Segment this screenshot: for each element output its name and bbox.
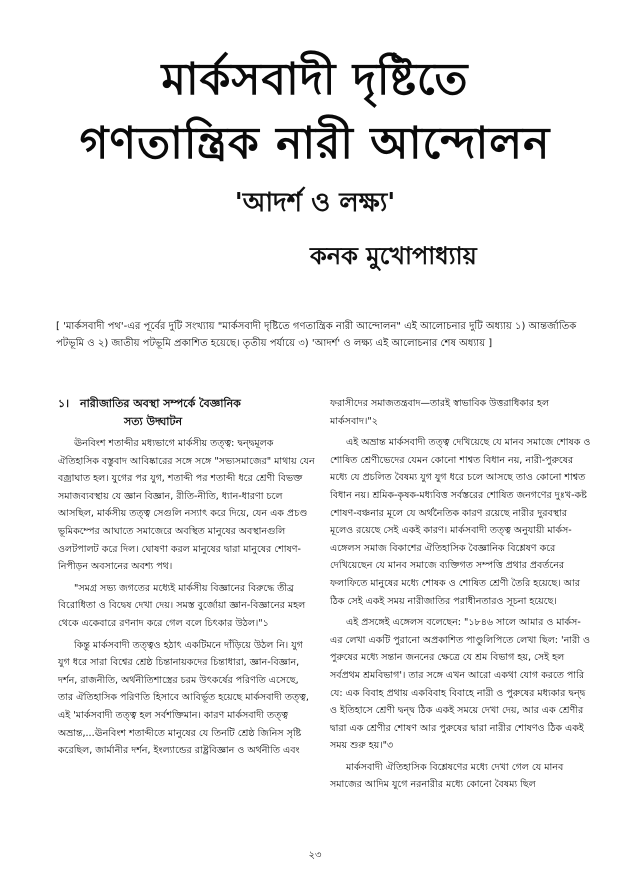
quote-paragraph: "সমগ্র সভ্য জগতের মধ্যেই মার্কসীয় বিজ্ঞানের বিরুদ্ধে তীব্র বিরোধিতা ও বিদ্বেষ দেখা দেয়। সমস্ত বুর্জোয়া জ্ঞান-বিজ্ঞানের মহল থেকে একেবারে রণনাদ করে গেল বলে চিৎকার উঠল।"১ — [58, 582, 306, 629]
left-column — [58, 395, 316, 764]
paragraph: এই অভ্রান্ত মার্কসবাদী তত্ত্ব দেখিয়েছে যে মানব সমাজে শোষক ও শোষিত শ্রেণীভেদের যেমন কোনো শাশ্বত বিধান নয়, নারী-পুরুষের মধ্যে যে প্রচলিত বৈষম্য যুগ যুগ ধরে চলে আসছে তাও কোনো শাশ্বত বিধান নয়। শ্রমিক-কৃষক-মধ্যবিত্ত সর্বস্তরের শোষিত জনগণের দুঃখ-কষ্ট শোষণ-বঞ্চনার মূলে যে অর্থনৈতিক কারণ রয়েছে নারীর দুরবস্থার মূলেও রয়েছে সেই একই কারণ। মার্কসবাদী তত্ত্ব অনুযায়ী মার্কস-এঙ্গেলস সমাজ বিকাশের ঐতিহাসিক বৈজ্ঞানিক বিশ্লেষণ করে দেখিয়েছেন যে মানব সমাজে ব্যক্তিগত সম্পত্তি প্রথার প্রবর্তনের ফলাফিতে মানুষের মধ্যে শোষক ও শোষিত শ্রেণী তৈরি হয়েছে। আর ঠিক সেই একই সময় নারীজাতির পরাধীনতারও সূচনা হয়েছে। — [330, 437, 591, 607]
article-subtitle: 'আদর্শ ও লক্ষ্য' — [234, 188, 396, 218]
section-number: ১। — [58, 397, 70, 410]
paragraph: মার্কসবাদী ঐতিহাসিক বিশ্লেষণের মধ্যে দেখা গেল যে মানব সমাজের আদিম যুগে নরনারীর মধ্যে কোনো বৈষম্য ছিল — [330, 761, 564, 791]
paragraph: ঊনবিংশ শতাব্দীর মধ্যভাগে মার্কসীয় তত্ত্ব: দ্বন্দ্বমূলক ঐতিহাসিক বস্তুবাদ আবিষ্কারের সঙ্গে সঙ্গে "সভ্যসমাজের" মাথায় যেন বজ্রাঘাত হল। যুগের পর যুগ, শতাব্দী পর শতাব্দী ধরে শ্রেণী বিভক্ত সমাজব্যবস্থায় যে জ্ঞান বিজ্ঞান, রীতি-নীতি, ধ্যান-ধারণা চলে আসছিল, মার্কসীয় তত্ত্ব সেগুলি নস্যাৎ করে দিয়ে, যেন এক প্রচণ্ড ভূমিকম্পের আঘাতে সমাজেরে অবস্থিত মানুষের অবস্থানগুলি ওলটপালট করে দিল। ঘোষণা করল মানুষের দ্বারা মানুষের শোষণ-নিপীড়ন অবসানের অবশ্য পথ। — [58, 438, 315, 573]
section-heading — [58, 395, 316, 431]
paragraph: কিন্তু মার্কসবাদী তত্ত্বও হঠাৎ একটিমনে দাঁড়িয়ে উঠল নি। যুগ যুগ ধরে সারা বিশ্বের শ্রেষ্ঠ চিন্তানায়কদের চিন্তাধারা, জ্ঞান-বিজ্ঞান, দর্শন, রাজনীতি, অর্থনীতিশাস্ত্রের চরম উৎকর্ষের পরিণতি এসেছে, তার ঐতিহাসিক পরিণতি হিসাবে আবির্ভূত হয়েছে মার্কসবাদী তত্ত্ব, এই 'মার্কসবাদী তত্ত্ব হল সর্বশক্তিমান। কারণ মার্কসবাদী তত্ত্ব অভ্রান্ত,...ঊনবিংশ শতাব্দীতে মানুষের যে তিনটি শ্রেষ্ঠ জিনিস সৃষ্টি করেছিল, জার্মানীর দর্শন, ইংল্যান্ডের রাষ্ট্রবিজ্ঞান ও অর্থনীতি এবং — [58, 639, 309, 757]
page-number: ২৩ — [308, 850, 322, 861]
editorial-note: [ 'মার্কসবাদী পথ'-এর পূর্বের দুটি সংখ্যায় "মার্কসবাদী দৃষ্টিতে গণতান্ত্রিক নারী আন্দোলন" এই আলোচনার দুটি অধ্যায় ১) আন্তর্জাতিক পটভূমি ও ২) জাতীয় পটভূমি প্রকাশিত হয়েছে। তৃতীয় পর্যায়ে ৩) 'আদর্শ' ও লক্ষ্য এই আলোচনার শেষ অধ্যায় ] — [56, 321, 577, 349]
right-column — [330, 395, 592, 798]
section-heading-line-1: নারীজাতির অবস্থা সম্পর্কে বৈজ্ঞানিক — [80, 397, 241, 410]
section-heading-line-2: সত্য উদ্ঘাটন — [124, 415, 183, 428]
article-title-line-1: মার্কসবাদী দৃষ্টিতে — [161, 54, 469, 105]
quote-paragraph: এই প্রসঙ্গেই এঙ্গেলস বলেছেন: "১৮৪৬ সালে আমার ও মার্কস-এর লেখা একটি পুরানো অপ্রকাশিত পাণ্ডুলিপিতে লেখা ছিল: 'নারী ও পুরুষের মধ্যে সন্তান জননের ক্ষেত্রে যে শ্রম বিভাগ হয়, সেই হল সর্বপ্রথম শ্রমবিভাগ'। তার সঙ্গে এখন আরো একথা যোগ করতে পারি যে: এক বিবাহ প্রথায় একবিবাহ বিবাহে নারী ও পুরুষের মধ্যকার দ্বন্দ্ব ও ইতিহাসে শ্রেণী দ্বন্দ্ব ঠিক একই সময়ে দেখা দেয়, আর এক শ্রেণীর দ্বারা এক শ্রেণীর শোষণ আর পুরুষের দ্বারা নারীর শোষণও ঠিক একই সময় শুরু হয়।"৩ — [330, 617, 591, 752]
author-name: কনক মুখোপাধ্যায় — [310, 242, 477, 270]
paragraph: ফরাসীদের সমাজতন্ত্রবাদ—তারই স্বাভাবিক উত্তরাধিকার হল মার্কসবাদ।"২ — [330, 398, 550, 427]
article-title-line-2: গণতান্ত্রিক নারী আন্দোলন — [79, 118, 551, 169]
